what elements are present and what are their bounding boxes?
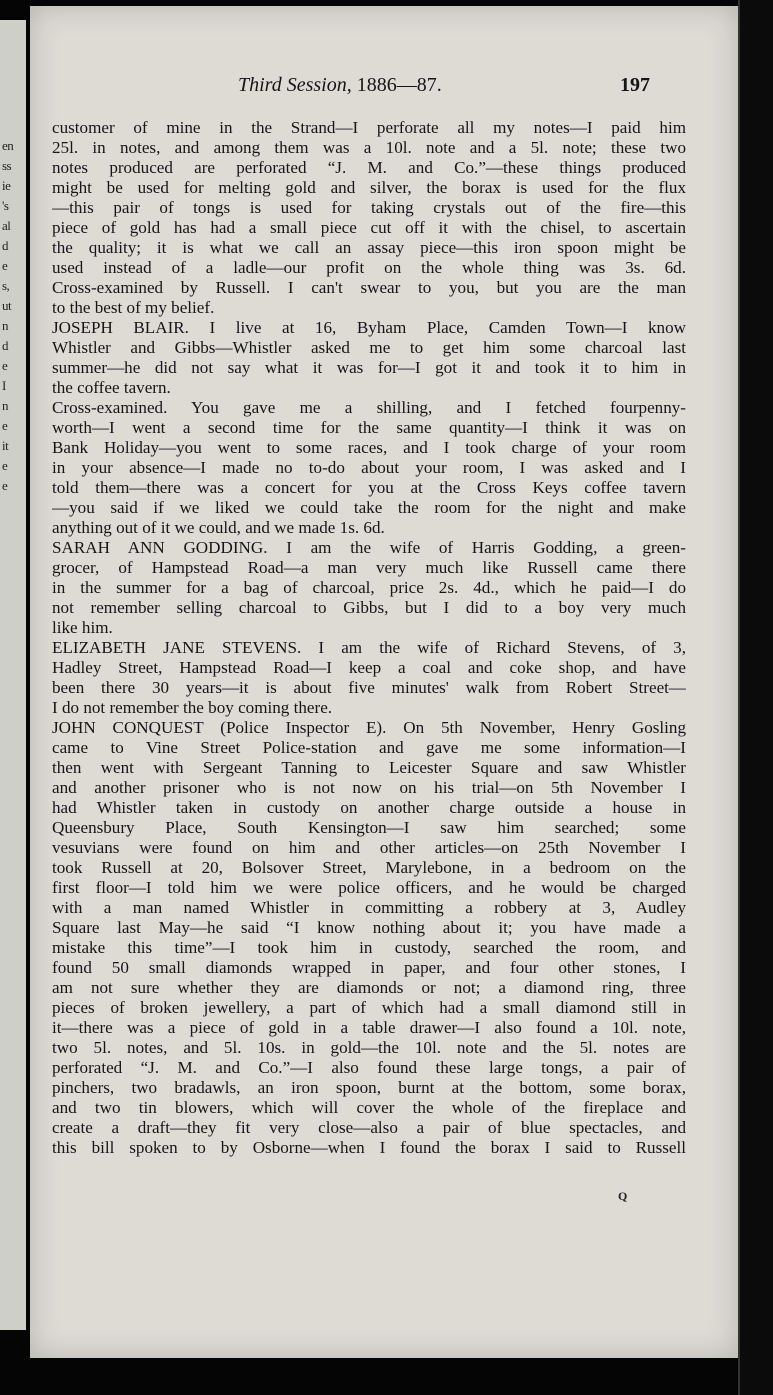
text-line: Hadley Street, Hampstead Road—I keep a coal and coke shop, and have [52, 658, 686, 677]
text-line: —you said if we liked we could take the room for the night and make [52, 498, 686, 517]
text-line: came to Vine Street Police-station and gave me some information—I [52, 738, 686, 757]
prev-page-fragment: s, [2, 278, 10, 293]
text-line: in the summer for a bag of charcoal, price 2s. 4d., which he paid—I do [52, 578, 686, 597]
prev-page-fragment: d [2, 238, 8, 253]
prev-page-fragment: it [2, 438, 9, 453]
prev-page-fragment: al [2, 218, 11, 233]
text-line: it—there was a piece of gold in a table drawer—I also found a 10l. note, [52, 1018, 686, 1037]
text-line: this bill spoken to by Osborne—when I found the borax I said to Russell [52, 1138, 686, 1157]
running-head-years: 1886—87. [356, 74, 442, 96]
text-line: SARAH ANN GODDING. I am the wife of Harris Godding, a green- [52, 538, 686, 557]
text-line: am not sure whether they are diamonds or not; a diamond ring, three [52, 978, 686, 997]
text-line: I do not remember the boy coming there. [52, 698, 333, 717]
text-line: anything out of it we could, and we made 1s. 6d. [52, 518, 385, 537]
text-line: Cross-examined. You gave me a shilling, and I fetched fourpenny- [52, 398, 686, 417]
previous-page-edge [0, 20, 26, 1330]
text-line: the quality; it is what we call an assay piece—this iron spoon might be [52, 238, 686, 257]
text-line: customer of mine in the Strand—I perforate all my notes—I paid him [52, 118, 686, 137]
text-line: took Russell at 20, Bolsover Street, Marylebone, in a bedroom on the [52, 858, 686, 877]
running-head: Third Session, 1886—87. [238, 74, 442, 96]
prev-page-fragment: I [2, 378, 6, 393]
text-line: had Whistler taken in custody on another charge outside a house in [52, 798, 686, 817]
page-number: 197 [620, 74, 650, 96]
prev-page-fragment: e [2, 258, 8, 273]
prev-page-fragment: e [2, 478, 8, 493]
text-line: the coffee tavern. [52, 378, 171, 397]
text-line: told them—there was a concert for you at the Cross Keys coffee tavern [52, 478, 686, 497]
text-line: piece of gold has had a small piece cut off it with the chisel, to ascertain [52, 218, 686, 237]
text-line: and two tin blowers, which will cover the whole of the fireplace and [52, 1098, 686, 1117]
text-line: mistake this time”—I took him in custody, searched the room, and [52, 938, 686, 957]
text-line: perforated “J. M. and Co.”—I also found these large tongs, a pair of [52, 1058, 686, 1077]
book-page [30, 6, 738, 1358]
prev-page-fragment: e [2, 358, 8, 373]
text-line: then went with Sergeant Tanning to Leicester Square and saw Whistler [52, 758, 686, 777]
text-line: like him. [52, 618, 113, 637]
text-line: first floor—I told him we were police officers, and he would be charged [52, 878, 686, 897]
prev-page-fragment: ie [2, 178, 11, 193]
prev-page-fragment: n [2, 318, 8, 333]
text-line: to the best of my belief. [52, 298, 215, 317]
text-line: with a man named Whistler in committing a robbery at 3, Audley [52, 898, 686, 917]
prev-page-fragment: 's [2, 198, 9, 213]
text-line: JOSEPH BLAIR. I live at 16, Byham Place, Camden Town—I know [52, 318, 686, 337]
text-line: Bank Holiday—you went to some races, and I took charge of your room [52, 438, 686, 457]
page-header [30, 74, 738, 104]
prev-page-fragment: en [2, 138, 14, 153]
text-line: Square last May—he said “I know nothing about it; you have made a [52, 918, 686, 937]
text-line: might be used for melting gold and silver, the borax is used for the flux [52, 178, 686, 197]
prev-page-fragment: ut [2, 298, 12, 313]
text-line: ELIZABETH JANE STEVENS. I am the wife of Richard Stevens, of 3, [52, 638, 686, 657]
text-line: been there 30 years—it is about five minutes' walk from Robert Street— [52, 678, 686, 697]
text-line: not remember selling charcoal to Gibbs, but I did to a boy very much [52, 598, 686, 617]
body-text [52, 118, 686, 1158]
text-line: found 50 small diamonds wrapped in paper, and four other stones, I [52, 958, 686, 977]
text-line: grocer, of Hampstead Road—a man very much like Russell came there [52, 558, 686, 577]
text-line: notes produced are perforated “J. M. and Co.”—these things produced [52, 158, 686, 177]
text-line: pieces of broken jewellery, a part of which had a small diamond still in [52, 998, 686, 1017]
book-binding [738, 0, 773, 1395]
text-line: summer—he did not say what it was for—I got it and took it to him in [52, 358, 686, 377]
prev-page-fragment: d [2, 338, 8, 353]
signature-mark: Q [618, 1189, 628, 1203]
prev-page-fragment: n [2, 398, 8, 413]
text-line: and another prisoner who is not now on his trial—on 5th November I [52, 778, 686, 797]
running-head-title: Third Session [238, 74, 347, 96]
text-line: Cross-examined by Russell. I can't swear to you, but you are the man [52, 278, 686, 297]
prev-page-fragment: e [2, 418, 8, 433]
text-line: create a draft—they fit very close—also a pair of blue spectacles, and [52, 1118, 686, 1137]
text-line: vesuvians were found on him and other articles—on 25th November I [52, 838, 686, 857]
text-line: worth—I went a second time for the same quantity—I think it was on [52, 418, 686, 437]
text-line: in your absence—I made no to-do about your room, I was asked and I [52, 458, 686, 477]
text-line: two 5l. notes, and 5l. 10s. in gold—the 10l. note and the 5l. notes are [52, 1038, 686, 1057]
text-line: Queensbury Place, South Kensington—I saw him searched; some [52, 818, 686, 837]
text-line: Whistler and Gibbs—Whistler asked me to get him some charcoal last [52, 338, 686, 357]
prev-page-fragment: ss [2, 158, 12, 173]
text-line: 25l. in notes, and among them was a 10l. note and a 5l. note; these two [52, 138, 686, 157]
text-line: —this pair of tongs is used for taking crystals out of the fire—this [52, 198, 686, 217]
text-line: pinchers, two bradawls, an iron spoon, burnt at the bottom, some borax, [52, 1078, 686, 1097]
text-line: used instead of a ladle—our profit on the whole thing was 3s. 6d. [52, 258, 686, 277]
text-line: JOHN CONQUEST (Police Inspector E). On 5th November, Henry Gosling [52, 718, 686, 737]
prev-page-fragment: e [2, 458, 8, 473]
